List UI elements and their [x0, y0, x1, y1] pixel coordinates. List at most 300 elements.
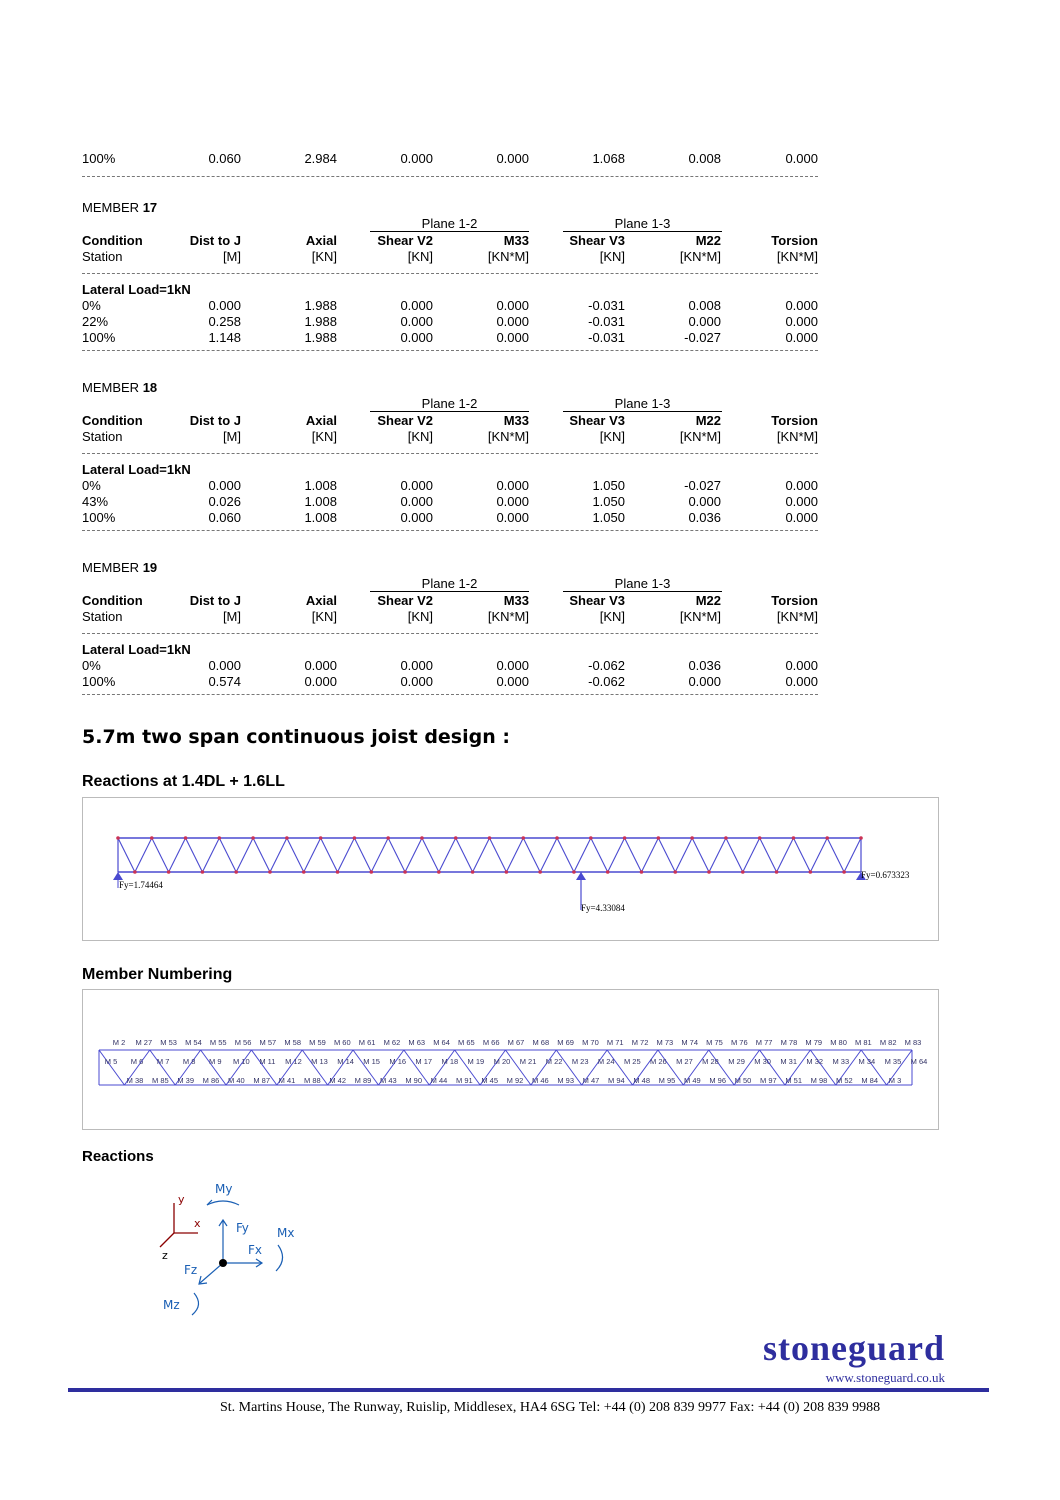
table-cell: Shear V3 [569, 413, 625, 428]
table-cell: M22 [695, 233, 721, 248]
table-cell: M33 [503, 413, 529, 428]
table-cell: 0.000 [785, 658, 818, 673]
table-cell: -0.031 [588, 298, 625, 313]
truss-node [488, 836, 492, 840]
mx-label: Mx [277, 1226, 295, 1240]
member-number-label: M 8 [182, 1057, 196, 1066]
member-number-label: M 54 [185, 1038, 202, 1047]
table-cell: Axial [305, 593, 337, 608]
member-number-label: M 22 [545, 1057, 563, 1066]
truss-node [792, 836, 796, 840]
table-cell: 1.988 [304, 314, 337, 329]
member-number-label: M 89 [354, 1076, 372, 1085]
member-number-label: M 9 [209, 1057, 222, 1066]
table-cell: [M] [222, 429, 241, 444]
table-cell: Shear V3 [569, 593, 625, 608]
member-number-label: M 11 [259, 1057, 276, 1066]
table-cell: Station [82, 249, 123, 264]
member-number-label: M 92 [506, 1076, 524, 1085]
member-number-label: M 20 [493, 1057, 511, 1066]
company-logo [705, 1330, 945, 1390]
web-member [219, 838, 236, 872]
table-cell: 1.148 [208, 330, 241, 345]
plane-1-3-header: Plane 1-3 [563, 576, 722, 592]
truss-node [184, 836, 188, 840]
table-cell: Dist to J [189, 233, 241, 248]
web-member [287, 838, 304, 872]
truss-node [336, 870, 340, 874]
web-member [202, 838, 219, 872]
reactions-label: Reactions [82, 1148, 154, 1165]
truss-node [471, 870, 475, 874]
table-cell: 0.000 [688, 494, 721, 509]
table-cell: [KN*M] [776, 429, 818, 444]
truss-node [454, 836, 458, 840]
truss-node [538, 870, 542, 874]
member-number-label: M 35 [884, 1057, 902, 1066]
truss-node [707, 870, 711, 874]
plane-1-2-header: Plane 1-2 [370, 216, 529, 232]
table-row [0, 494, 1060, 510]
member-number-label: M 10 [232, 1057, 250, 1066]
table-cell: 0.258 [208, 314, 241, 329]
member-number-label: M 47 [582, 1076, 600, 1085]
web-member [777, 838, 794, 872]
member-label: MEMBER [82, 200, 140, 215]
web-member [270, 838, 287, 872]
member-number-label: M 44 [430, 1076, 448, 1085]
web-member [625, 838, 642, 872]
member-number-label: M 70 [582, 1038, 599, 1047]
web-member [641, 838, 658, 872]
reaction-mid-label: Fy=4.33084 [581, 903, 625, 913]
table-cell: 1.988 [304, 330, 337, 345]
table-cell: 1.050 [592, 478, 625, 493]
member-number-label: M 27 [135, 1038, 153, 1047]
member-number: 19 [142, 560, 158, 575]
web-member [506, 838, 523, 872]
member-number-label: M 56 [234, 1038, 252, 1047]
member-number-label: M 60 [333, 1038, 351, 1047]
web-member [99, 1050, 124, 1085]
truss-node [859, 836, 863, 840]
member-number-label: M 48 [633, 1076, 651, 1085]
logo-url: www.stoneguard.co.uk [825, 1370, 945, 1385]
member-number-label: M 14 [337, 1057, 354, 1066]
truss-node [403, 870, 407, 874]
table-cell: Shear V3 [569, 233, 625, 248]
footer-address: St. Martins House, The Runway, Ruislip, Middlesex, HA4 6SG Tel: +44 (0) 208 839 9977 Fax: +44 (0) 208 839 9988 [220, 1400, 881, 1415]
table-cell: Station [82, 429, 123, 444]
axis-x-label: x [194, 1217, 201, 1230]
member-number-label: M 33 [832, 1057, 850, 1066]
header-row [0, 233, 1060, 249]
table-cell: [KN*M] [776, 609, 818, 624]
web-member [473, 838, 490, 872]
member-number-label: M 55 [209, 1038, 227, 1047]
table-cell: Condition [82, 233, 143, 248]
truss-node [251, 836, 255, 840]
table-cell: 0% [82, 478, 101, 493]
member-number-label: M 93 [557, 1076, 575, 1085]
table-cell: Condition [82, 413, 143, 428]
member-number-label: M 26 [650, 1057, 667, 1066]
member-title [82, 560, 157, 575]
member-number-label: M 41 [278, 1076, 296, 1085]
member-label: MEMBER [82, 560, 140, 575]
truss-node [116, 836, 120, 840]
table-cell: 0.026 [208, 494, 241, 509]
truss-node [420, 836, 424, 840]
table-cell: [KN] [311, 429, 337, 444]
footer-rule [68, 1388, 989, 1392]
web-member [608, 838, 625, 872]
design-title: 5.7m two span continuous joist design : [82, 726, 510, 748]
member-number-label: M 64 [910, 1057, 928, 1066]
plane-1-2-header: Plane 1-2 [370, 576, 529, 592]
truss-node [690, 836, 694, 840]
member-number-label: M 94 [607, 1076, 625, 1085]
web-member [135, 838, 152, 872]
member-numbering-figure [82, 989, 939, 1130]
table-cell: [KN*M] [487, 609, 529, 624]
table-cell: 0.000 [496, 674, 529, 689]
divider [82, 694, 818, 695]
table-cell: 0.000 [400, 478, 433, 493]
table-cell: -0.062 [588, 674, 625, 689]
web-member [844, 838, 861, 872]
table-cell: 0.000 [496, 510, 529, 525]
table-row [0, 314, 1060, 330]
member-number-label: M 64 [433, 1038, 450, 1047]
member-number-label: M 6 [130, 1057, 144, 1066]
table-row [0, 330, 1060, 346]
member-number-label: M 53 [160, 1038, 177, 1047]
web-member [540, 838, 557, 872]
table-cell: 0.000 [785, 151, 818, 166]
table-cell: [KN*M] [679, 429, 721, 444]
table-cell: 0.000 [785, 510, 818, 525]
table-cell: [KN] [407, 609, 433, 624]
table-cell: Condition [82, 593, 143, 608]
member-number-label: M 24 [597, 1057, 615, 1066]
table-row [0, 510, 1060, 526]
table-row [0, 658, 1060, 674]
fz-label: Fz [184, 1263, 198, 1277]
truss-node [369, 870, 373, 874]
my-label: My [215, 1182, 233, 1196]
member-number-label: M 98 [810, 1076, 828, 1085]
member-number-label: M 96 [709, 1076, 727, 1085]
member-number-label: M 77 [755, 1038, 773, 1047]
web-member [118, 838, 135, 872]
table-cell: 0.000 [496, 330, 529, 345]
truss-node [386, 836, 390, 840]
table-cell: Shear V2 [377, 233, 433, 248]
web-member [321, 838, 338, 872]
web-member [186, 838, 203, 872]
member-number-label: M 46 [531, 1076, 549, 1085]
member-label: MEMBER [82, 380, 140, 395]
table-cell: 0.008 [688, 151, 721, 166]
web-member [709, 838, 726, 872]
member-number-label: M 38 [126, 1076, 144, 1085]
member-number-label: M 57 [259, 1038, 277, 1047]
table-cell: -0.027 [684, 478, 721, 493]
truss-node [741, 870, 745, 874]
table-cell: M33 [503, 593, 529, 608]
table-cell: 100% [82, 674, 116, 689]
truss-node [285, 836, 289, 840]
table-cell: 0.000 [496, 478, 529, 493]
web-member [304, 838, 321, 872]
table-cell: [KN*M] [679, 249, 721, 264]
member-number-label: M 90 [405, 1076, 423, 1085]
table-cell: [KN] [599, 249, 625, 264]
plane-1-3-header: Plane 1-3 [563, 216, 722, 232]
web-member [523, 838, 540, 872]
member-number-label: M 52 [835, 1076, 853, 1085]
member-number-label: M 21 [519, 1057, 537, 1066]
member-title [82, 200, 157, 215]
truss-node [150, 836, 154, 840]
member-number-label: M 51 [785, 1076, 803, 1085]
web-member [743, 838, 760, 872]
member-number-label: M 32 [806, 1057, 824, 1066]
table-cell: 0.000 [496, 494, 529, 509]
member-number-label: M 5 [104, 1057, 118, 1066]
load-case-label: Lateral Load=1kN [82, 282, 191, 297]
table-cell: Torsion [771, 593, 818, 608]
member-number-label: M 3 [888, 1076, 902, 1085]
table-cell: 0% [82, 658, 101, 673]
web-member [253, 838, 270, 872]
table-cell: Torsion [771, 233, 818, 248]
member-number-label: M 62 [383, 1038, 401, 1047]
member-number-label: M 63 [408, 1038, 426, 1047]
logo-wordmark: stoneguard [762, 1328, 945, 1368]
truss-node [521, 836, 525, 840]
member-number-label: M 29 [728, 1057, 745, 1066]
member-number-label: M 87 [253, 1076, 271, 1085]
member-number-label: M 76 [730, 1038, 748, 1047]
member-number-label: M 86 [202, 1076, 220, 1085]
truss-reactions-diagram [83, 798, 940, 942]
member-number-label: M 95 [658, 1076, 676, 1085]
web-member [439, 838, 456, 872]
web-member [760, 838, 777, 872]
header-row [0, 413, 1060, 429]
truss-node [555, 836, 559, 840]
web-member [574, 838, 591, 872]
truss-node [640, 870, 644, 874]
table-cell: 1.988 [304, 298, 337, 313]
web-member [371, 838, 388, 872]
web-member [354, 838, 371, 872]
truss-node [623, 836, 627, 840]
member-title [82, 380, 157, 395]
web-member [793, 838, 810, 872]
numbering-title: Member Numbering [82, 966, 233, 983]
table-cell: 0.000 [785, 298, 818, 313]
member-number-label: M 88 [303, 1076, 321, 1085]
web-member [490, 838, 507, 872]
truss-node [133, 870, 137, 874]
member-number-label: M 59 [309, 1038, 326, 1047]
truss-node [218, 836, 222, 840]
table-cell: -0.062 [588, 658, 625, 673]
table-cell: Shear V2 [377, 413, 433, 428]
web-member [810, 838, 827, 872]
table-cell: 0.000 [496, 658, 529, 673]
member-number-label: M 13 [311, 1057, 328, 1066]
table-cell: 0.000 [400, 298, 433, 313]
truss-node [673, 870, 677, 874]
member-number: 18 [142, 380, 158, 395]
table-cell: 0.036 [688, 658, 721, 673]
member-number-label: M 97 [759, 1076, 777, 1085]
fx-label: Fx [248, 1243, 263, 1257]
member-number-label: M 75 [706, 1038, 723, 1047]
fy-label: Fy [236, 1221, 249, 1235]
table-cell: 1.008 [304, 510, 337, 525]
table-cell: Dist to J [189, 413, 241, 428]
table-cell: 0.000 [785, 330, 818, 345]
member-number-label: M 78 [780, 1038, 798, 1047]
member-number-label: M 85 [151, 1076, 169, 1085]
table-cell: 0.000 [400, 674, 433, 689]
truss-node [589, 836, 593, 840]
member-number-label: M 69 [557, 1038, 574, 1047]
table-cell: Shear V2 [377, 593, 433, 608]
truss-node [606, 870, 610, 874]
table-cell: 0.000 [208, 658, 241, 673]
member-number-label: M 16 [389, 1057, 407, 1066]
member-number-label: M 58 [284, 1038, 302, 1047]
table-cell: 0.000 [400, 330, 433, 345]
table-row [0, 478, 1060, 494]
truss-node [775, 870, 779, 874]
member-number-label: M 72 [631, 1038, 649, 1047]
table-row [0, 674, 1060, 690]
divider [82, 273, 818, 274]
table-cell: 1.050 [592, 494, 625, 509]
table-cell: [M] [222, 249, 241, 264]
member-number-label: M 74 [681, 1038, 699, 1047]
table-cell: [KN*M] [487, 429, 529, 444]
truss-node [437, 870, 441, 874]
truss-node [657, 836, 661, 840]
member-number-label: M 73 [656, 1038, 674, 1047]
web-member [591, 838, 608, 872]
member-number-label: M 80 [830, 1038, 847, 1047]
table-cell: 100% [82, 151, 116, 166]
member-number-label: M 43 [379, 1076, 397, 1085]
member-number-label: M 71 [606, 1038, 624, 1047]
reactions-figure [82, 797, 939, 941]
units-row [0, 249, 1060, 265]
table-cell: 0.000 [400, 151, 433, 166]
table-cell: 0.000 [688, 674, 721, 689]
table-cell: 0.000 [785, 478, 818, 493]
load-case-label: Lateral Load=1kN [82, 642, 191, 657]
table-cell: 22% [82, 314, 109, 329]
web-member [388, 838, 405, 872]
table-cell: 0.000 [304, 658, 337, 673]
table-cell: [KN] [407, 429, 433, 444]
truss-node [319, 836, 323, 840]
table-cell: M33 [503, 233, 529, 248]
divider [82, 530, 818, 531]
member-number-label: M 17 [415, 1057, 433, 1066]
table-cell: [KN] [599, 609, 625, 624]
truss-node [825, 836, 829, 840]
table-cell: 0.000 [400, 510, 433, 525]
member-number-label: M 68 [532, 1038, 550, 1047]
table-cell: [KN*M] [679, 609, 721, 624]
table-cell: 2.984 [304, 151, 337, 166]
table-row [0, 298, 1060, 314]
table-cell: 0.060 [208, 151, 241, 166]
member-number-label: M 79 [805, 1038, 823, 1047]
table-cell: [KN] [599, 429, 625, 444]
units-row [0, 609, 1060, 625]
web-member [557, 838, 574, 872]
table-cell: 0.008 [688, 298, 721, 313]
table-cell: 0.000 [208, 478, 241, 493]
table-cell: -0.031 [588, 314, 625, 329]
table-cell: 0.000 [208, 298, 241, 313]
plane-1-2-header: Plane 1-2 [370, 396, 529, 412]
table-cell: 0% [82, 298, 101, 313]
axis-y-label: y [178, 1193, 185, 1206]
web-member [152, 838, 169, 872]
table-cell: Torsion [771, 413, 818, 428]
divider [82, 453, 818, 454]
table-cell: Dist to J [189, 593, 241, 608]
web-member [456, 838, 473, 872]
table-cell: M22 [695, 413, 721, 428]
truss-node [201, 870, 205, 874]
member-number-label: M 30 [754, 1057, 771, 1066]
table-cell: 100% [82, 330, 116, 345]
table-cell: 0.000 [400, 658, 433, 673]
divider [82, 350, 818, 351]
member-number-label: M 83 [904, 1038, 922, 1047]
table-cell: 43% [82, 494, 109, 509]
table-cell: 0.000 [496, 151, 529, 166]
member-number-label: M 82 [879, 1038, 897, 1047]
table-cell: 0.000 [785, 674, 818, 689]
table-cell: 100% [82, 510, 116, 525]
member-number-label: M 66 [482, 1038, 500, 1047]
table-cell: 0.000 [785, 314, 818, 329]
member-number-label: M 81 [855, 1038, 872, 1047]
truss-numbering-diagram [83, 990, 940, 1131]
reaction-right-label: Fy=0.673323 [861, 870, 910, 880]
member-number-label: M 19 [467, 1057, 485, 1066]
member-number: 17 [142, 200, 158, 215]
table-cell: 1.068 [592, 151, 625, 166]
truss-node [758, 836, 762, 840]
truss-node [505, 870, 509, 874]
web-member [675, 838, 692, 872]
table-row [0, 151, 1060, 167]
table-cell: 0.060 [208, 510, 241, 525]
web-member [692, 838, 709, 872]
web-member [658, 838, 675, 872]
table-cell: 1.008 [304, 494, 337, 509]
